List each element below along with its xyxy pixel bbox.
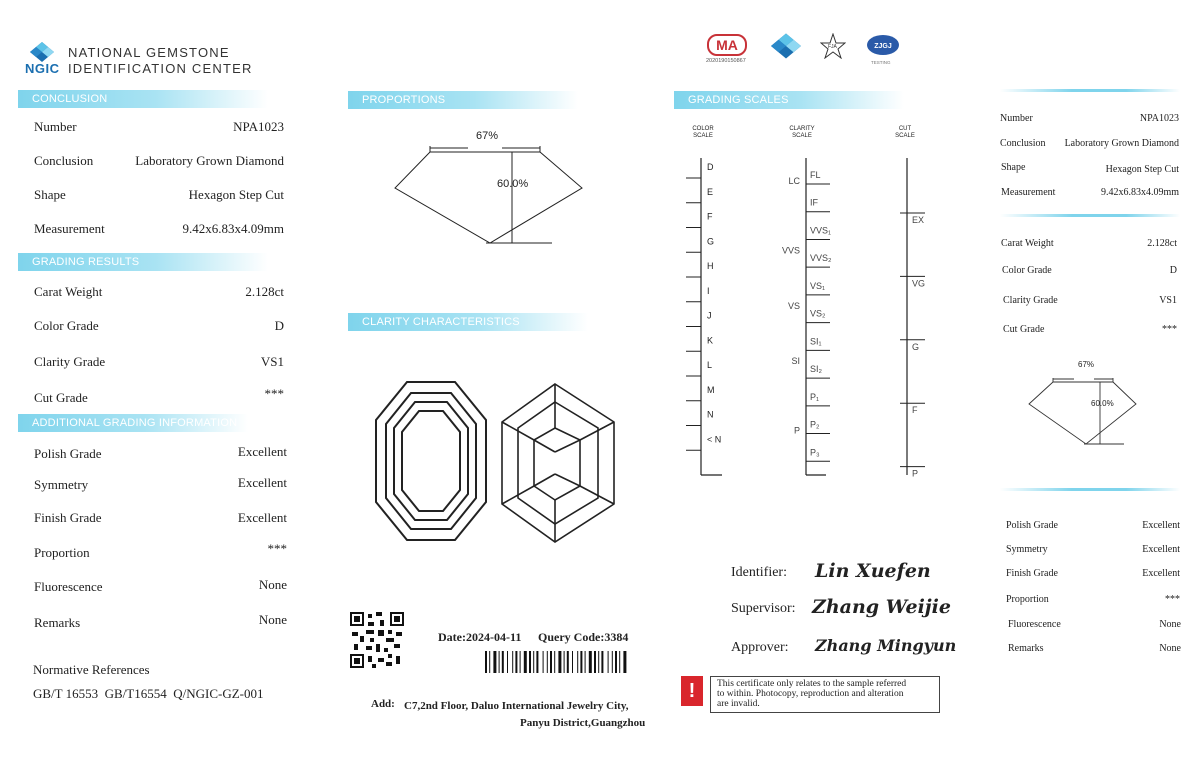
barcode-bar (536, 651, 538, 673)
section-grading-scales: GRADING SCALES (674, 91, 904, 109)
shape-label: Shape (34, 187, 66, 202)
section-conclusion: CONCLUSION (18, 90, 268, 108)
shape-value: Hexagon Step Cut (188, 187, 284, 202)
alert-icon: ! (681, 676, 703, 706)
section-proportions: PROPORTIONS (348, 91, 578, 109)
clarity-group-label: VS (787, 300, 800, 311)
symmetry-label: Symmetry (34, 477, 89, 492)
section-additional: ADDITIONAL GRADING INFORMATION (18, 414, 248, 432)
clarity-value: VS1 (260, 354, 284, 369)
barcode-bar (520, 651, 521, 673)
color-scale-title (683, 126, 723, 140)
stub-depth-percent: 60.0% (1091, 399, 1114, 408)
barcode-bar (485, 651, 487, 673)
depth-percent: 60.0% (497, 178, 529, 190)
color-grade-label: < N (707, 434, 722, 445)
barcode-bar (515, 651, 517, 673)
barcode-bar (493, 651, 496, 673)
address-line2: Panyu District,Guangzhou (520, 717, 646, 729)
barcode-bar (580, 651, 582, 673)
barcode-bar (577, 651, 578, 673)
color-grade-label: L (707, 360, 713, 370)
barcode-bar (564, 651, 565, 673)
stub-proportions-diagram (1026, 372, 1138, 453)
color-grade-label: M (707, 384, 715, 395)
cut-grade-label: G (912, 341, 920, 352)
clarity-group-label: SI (791, 356, 800, 367)
cut-label: Cut Grade (34, 390, 88, 405)
barcode-bar (543, 651, 544, 673)
stub-conclusion-label: Conclusion (1000, 138, 1046, 149)
address-label: Add: (371, 698, 395, 710)
stub-symmetry-value: Excellent (1142, 544, 1180, 555)
notice-box (710, 676, 940, 713)
stub-proportion-value: *** (1165, 594, 1180, 605)
identifier-signature: Lin Xuefen (815, 560, 931, 582)
approver-signature: Zhang Mingyun (815, 636, 957, 655)
color-grade-label: E (707, 186, 714, 197)
stub-carat-label: Carat Weight (1001, 238, 1054, 249)
ma-logo-text: MA (716, 37, 738, 53)
stub-measurement-value: 9.42x6.83x4.09mm (1100, 187, 1179, 198)
clarity-group-label: P (793, 425, 800, 436)
barcode-bar (594, 651, 596, 673)
remarks-value: None (258, 612, 287, 627)
stub-conclusion-value: Laboratory Grown Diamond (1064, 138, 1179, 149)
color-value: D (274, 318, 284, 333)
clarity-grade-label: VVS₁ (810, 225, 832, 236)
barcode-bar (524, 651, 527, 673)
color-scale-title-2: SCALE (693, 133, 713, 139)
barcode-bar (601, 651, 603, 673)
grading-scales (680, 150, 940, 495)
barcode (485, 651, 630, 678)
clarity-grade-label: SI₁ (810, 336, 822, 347)
proportion-value: *** (267, 541, 287, 556)
color-grade-label: H (707, 261, 714, 271)
clarity-scale-title-2: SCALE (792, 133, 812, 139)
clarity-group-label: VVS (781, 245, 800, 256)
color-grade-label: J (707, 310, 712, 321)
cut-grade-label: EX (912, 215, 925, 225)
normative-title: Normative References (33, 662, 150, 677)
cut-scale-title-1: CUT (898, 126, 912, 132)
barcode-bar (533, 651, 534, 673)
stub-remarks-label: Remarks (1008, 643, 1044, 654)
stub-polish-value: Excellent (1142, 520, 1180, 531)
cut-scale-title-2: SCALE (895, 133, 915, 139)
number-value: NPA1023 (233, 119, 284, 134)
clarity-grade-label: P₂ (810, 419, 820, 430)
report-date: Date:2024-04-11 (438, 630, 522, 644)
clarity-scale-title (782, 126, 822, 140)
barcode-bar (585, 651, 586, 673)
clarity-grade-label: FL (810, 170, 821, 180)
barcode-bar (608, 651, 609, 673)
conclusion-label: Conclusion (34, 153, 94, 168)
ngic-mark-icon (771, 33, 801, 64)
stub-finish-label: Finish Grade (1006, 568, 1058, 579)
cut-grade-label: VG (912, 278, 926, 289)
clarity-grade-label: P₃ (810, 447, 820, 458)
barcode-bar (623, 651, 626, 673)
stub-divider-2 (1000, 488, 1180, 491)
barcode-bar (572, 651, 573, 673)
clarity-grade-label: P₁ (810, 391, 820, 402)
stub-fluorescence-label: Fluorescence (1008, 619, 1061, 630)
barcode-bar (489, 651, 490, 673)
stub-proportion-label: Proportion (1006, 594, 1049, 605)
org-name-line2: IDENTIFICATION CENTER (68, 61, 253, 76)
stub-number-value: NPA1023 (1139, 113, 1179, 124)
barcode-bar (598, 651, 599, 673)
org-abbr: NGIC (25, 61, 60, 76)
notice-line2: to within. Photocopy, reproduction and alteration (717, 689, 904, 699)
barcode-bar (502, 651, 504, 673)
barcode-bar (550, 651, 552, 673)
proportion-label: Proportion (34, 545, 90, 560)
clarity-grade-label: SI₂ (810, 364, 822, 375)
finish-label: Finish Grade (34, 510, 102, 525)
polish-value: Excellent (237, 444, 287, 459)
cut-value: *** (264, 386, 284, 401)
proportions-diagram (390, 128, 590, 255)
measurement-value: 9.42x6.83x4.09mm (182, 221, 284, 236)
barcode-bar (529, 651, 531, 673)
barcode-bar (558, 651, 561, 673)
identifier-label: Identifier: (731, 565, 787, 580)
testing-label: TESTING (871, 60, 891, 65)
number-label: Number (34, 119, 77, 134)
notice-line3: are invalid. (717, 699, 760, 709)
color-scale-title-1: COLOR (692, 126, 714, 132)
clarity-group-label: LC (788, 176, 800, 186)
barcode-bar (619, 651, 620, 673)
accreditation-label: FJA (828, 44, 837, 50)
stub-remarks-value: None (1159, 643, 1181, 654)
cut-grade-label: P (912, 468, 919, 479)
color-grade-label: D (707, 162, 714, 172)
notice-line1: This certificate only relates to the sample referred (717, 679, 907, 689)
stub-color-value: D (1169, 265, 1177, 276)
stub-cut-value: *** (1162, 324, 1177, 335)
stub-symmetry-label: Symmetry (1006, 544, 1048, 555)
cut-scale-title (885, 126, 925, 140)
barcode-bar (567, 651, 569, 673)
stub-finish-value: Excellent (1142, 568, 1180, 579)
clarity-grade-label: VVS₂ (810, 253, 832, 264)
clarity-plot-bottom (500, 382, 618, 549)
clarity-scale-title-1: CLARITY (789, 126, 815, 132)
ma-number: 2020190150867 (706, 58, 746, 64)
org-name-line1: NATIONAL GEMSTONE (68, 45, 230, 60)
cut-grade-label: F (912, 405, 918, 416)
color-grade-label: N (707, 409, 714, 420)
stub-number-label: Number (1000, 113, 1033, 124)
stub-color-label: Color Grade (1002, 265, 1052, 276)
stub-table-percent: 67% (1078, 360, 1095, 369)
barcode-bar (615, 651, 617, 673)
stub-polish-label: Polish Grade (1006, 520, 1058, 531)
clarity-grade-label: VS₂ (810, 308, 826, 319)
barcode-bar (512, 651, 513, 673)
stub-divider-1 (1000, 214, 1180, 217)
stub-fluorescence-value: None (1159, 619, 1181, 630)
carat-value: 2.128ct (245, 284, 284, 299)
barcode-bar (589, 651, 592, 673)
color-grade-label: G (707, 236, 715, 247)
clarity-grade-label: IF (810, 197, 818, 208)
conclusion-value: Laboratory Grown Diamond (135, 153, 284, 168)
zjgj-logo-icon (867, 35, 899, 55)
query-code: Query Code:3384 (538, 630, 629, 644)
section-clarity-characteristics: CLARITY CHARACTERISTICS (348, 313, 588, 331)
fluorescence-value: None (258, 577, 287, 592)
polish-label: Polish Grade (34, 446, 102, 461)
table-percent: 67% (476, 130, 499, 142)
clarity-grade-label: VS₁ (810, 280, 826, 291)
stub-divider-top (1000, 89, 1180, 92)
stub-clarity-value: VS1 (1159, 295, 1177, 306)
address-line1: C7,2nd Floor, Daluo International Jewelry City, (404, 700, 629, 712)
barcode-bar (554, 651, 555, 673)
measurement-label: Measurement (34, 221, 105, 236)
stub-clarity-label: Clarity Grade (1003, 295, 1058, 306)
carat-label: Carat Weight (34, 284, 103, 299)
fluorescence-label: Fluorescence (34, 579, 103, 594)
barcode-bar (547, 651, 548, 673)
finish-value: Excellent (237, 510, 287, 525)
remarks-label: Remarks (34, 615, 81, 630)
symmetry-value: Excellent (237, 475, 287, 490)
stub-cut-label: Cut Grade (1003, 324, 1045, 335)
section-grading-results: GRADING RESULTS (18, 253, 268, 271)
ma-logo-icon (707, 34, 747, 56)
barcode-bar (499, 651, 500, 673)
stub-measurement-label: Measurement (1001, 187, 1056, 198)
clarity-plot-top (372, 380, 490, 547)
supervisor-label: Supervisor: (731, 601, 796, 616)
color-grade-label: K (707, 335, 714, 346)
barcode-bar (507, 651, 508, 673)
normative-refs: GB/T 16553 GB/T16554 Q/NGIC-GZ-001 (33, 686, 264, 701)
color-label: Color Grade (34, 318, 99, 333)
clarity-label: Clarity Grade (34, 354, 106, 369)
supervisor-signature: Zhang Weijie (812, 596, 951, 618)
qr-code (350, 612, 404, 673)
stub-shape-label: Shape (1001, 162, 1026, 173)
zjgj-text: ZJGJ (874, 43, 892, 50)
stub-carat-value: 2.128ct (1147, 238, 1177, 249)
barcode-bar (612, 651, 613, 673)
approver-label: Approver: (731, 640, 789, 655)
color-grade-label: F (707, 211, 713, 222)
color-grade-label: I (707, 285, 710, 296)
stub-shape-value: Hexagon Step Cut (1105, 164, 1179, 175)
